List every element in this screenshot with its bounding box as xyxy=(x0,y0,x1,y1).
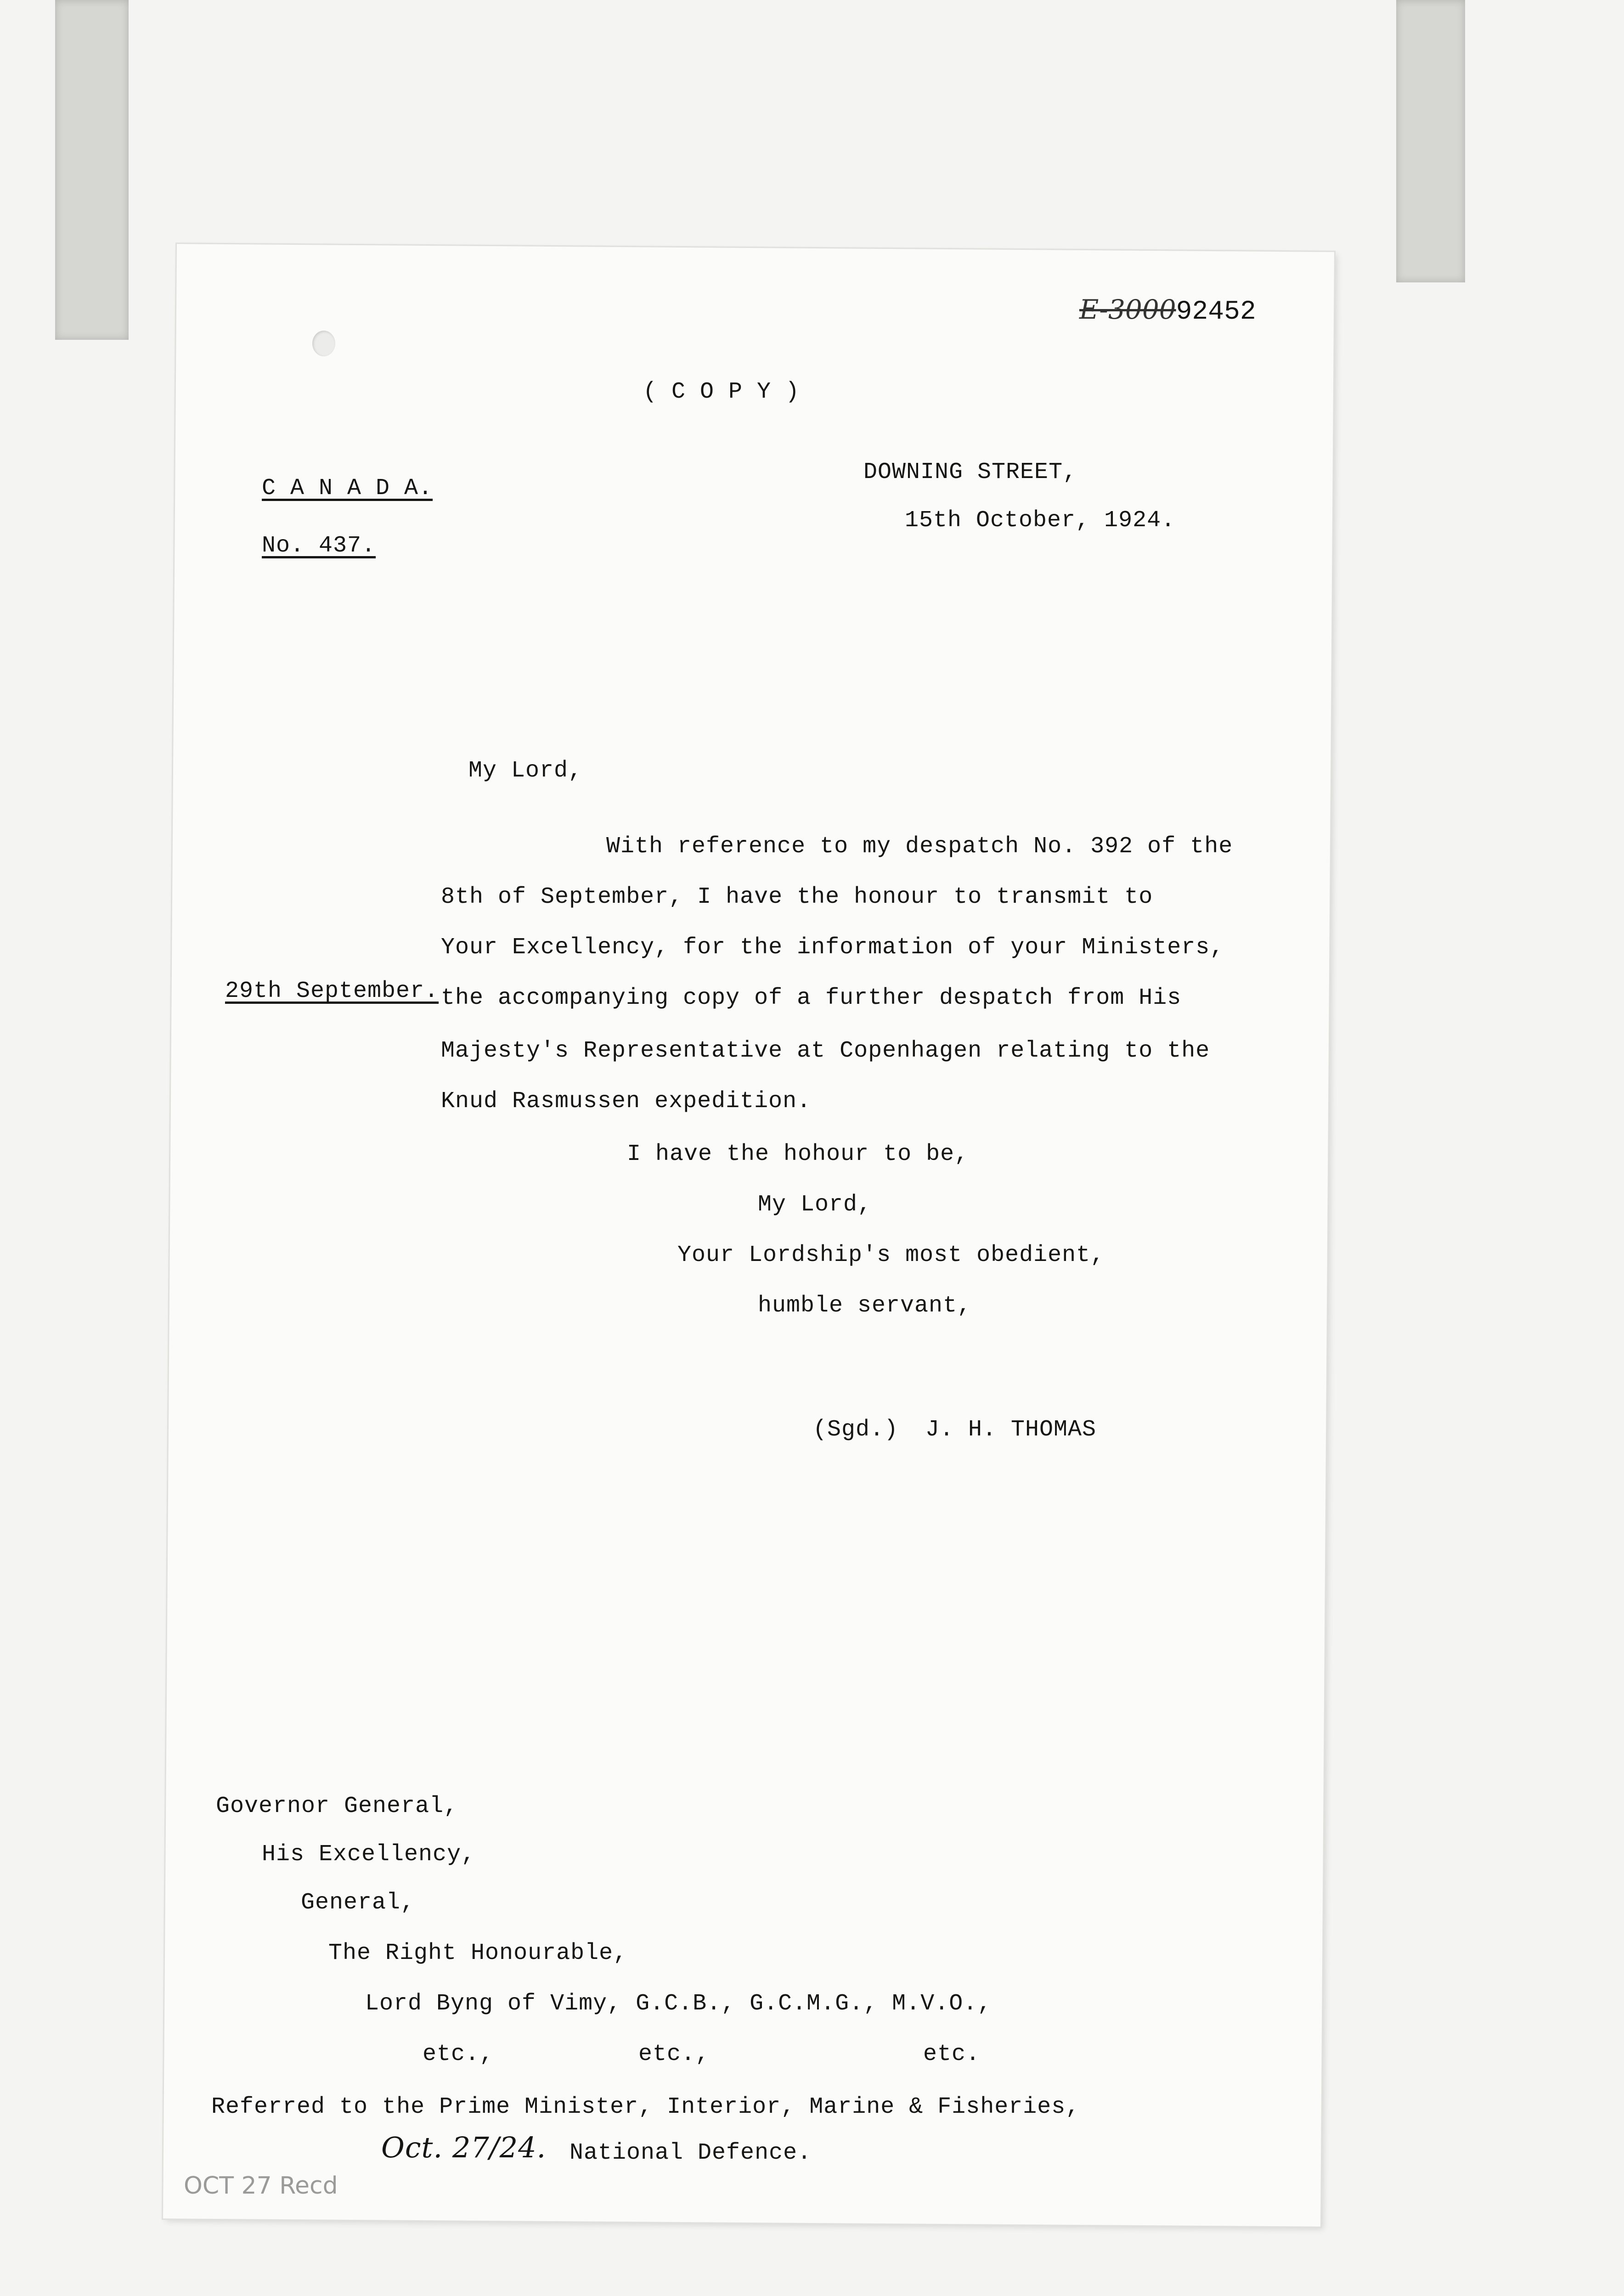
file-number-value: 92452 xyxy=(1176,297,1256,327)
closing-line-2: My Lord, xyxy=(758,1192,872,1218)
country-label: C A N A D A. xyxy=(262,475,433,501)
etc-3: etc. xyxy=(923,2041,981,2067)
addressee-line-2: His Excellency, xyxy=(262,1841,476,1868)
salutation: My Lord, xyxy=(468,758,583,784)
addressee-line-4: The Right Honourable, xyxy=(328,1940,628,1966)
file-number xyxy=(1079,294,1256,327)
addressee-line-5: Lord Byng of Vimy, G.C.B., G.C.M.G., M.V.O., xyxy=(365,1991,992,2017)
mounting-tape-top-left xyxy=(55,0,129,340)
despatch-number: No. 437. xyxy=(262,533,376,559)
file-number-struck: E-3000 xyxy=(1079,294,1176,325)
received-stamp: OCT 27 Recd xyxy=(184,2172,338,2200)
closing-line-1: I have the hohour to be, xyxy=(627,1141,969,1167)
date-line: 15th October, 1924. xyxy=(905,507,1176,534)
addressee-line-1: Governor General, xyxy=(216,1793,458,1819)
place-line: DOWNING STREET, xyxy=(863,459,1077,485)
body-line-5: Majesty's Representative at Copenhagen relating to the xyxy=(441,1038,1210,1064)
referral-line: Referred to the Prime Minister, Interior, Marine & Fisheries, xyxy=(211,2094,1080,2120)
signature-name: J. H. THOMAS xyxy=(925,1417,1097,1443)
addressee-line-3: General, xyxy=(301,1890,415,1916)
signature-prefix: (Sgd.) xyxy=(813,1417,899,1443)
body-line-3: Your Excellency, for the information of your Ministers, xyxy=(441,934,1224,961)
closing-line-4: humble servant, xyxy=(758,1293,972,1319)
etc-2: etc., xyxy=(638,2041,710,2067)
punch-hole xyxy=(312,331,335,356)
body-line-2: 8th of September, I have the honour to transmit to xyxy=(441,884,1153,910)
referral-line-2: National Defence. xyxy=(570,2140,812,2166)
copy-heading: ( C O P Y ) xyxy=(643,379,800,405)
closing-line-3: Your Lordship's most obedient, xyxy=(677,1242,1105,1268)
etc-1: etc., xyxy=(423,2041,494,2067)
body-line-6: Knud Rasmussen expedition. xyxy=(441,1088,812,1114)
mounting-tape-top-right xyxy=(1396,0,1465,282)
body-line-4: the accompanying copy of a further despatch from His xyxy=(441,985,1182,1011)
handwritten-date: Oct. 27/24. xyxy=(381,2131,547,2164)
body-line-1: With reference to my despatch No. 392 of the xyxy=(606,833,1233,860)
margin-note: 29th September. xyxy=(225,978,439,1004)
